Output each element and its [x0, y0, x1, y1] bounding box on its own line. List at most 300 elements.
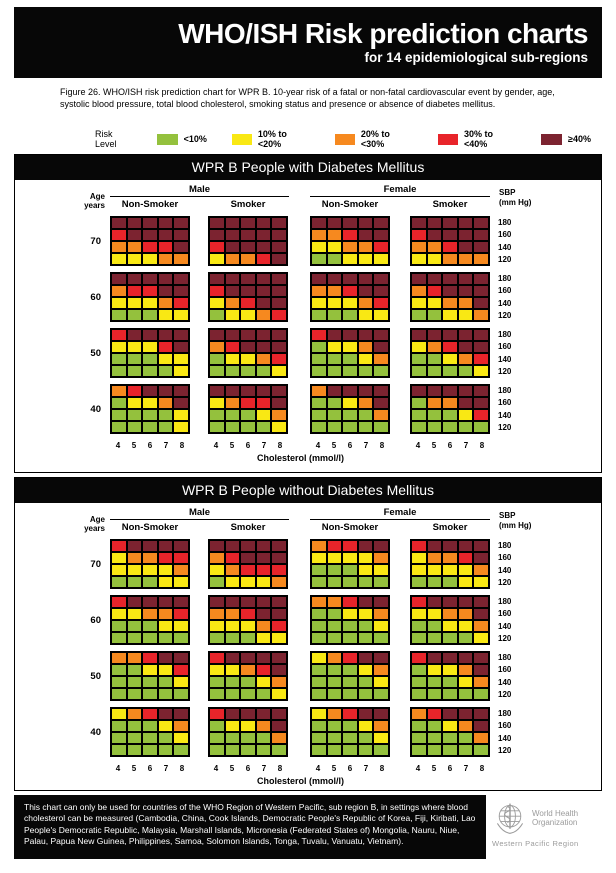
risk-cell: [128, 721, 142, 731]
risk-cell: [474, 218, 488, 228]
risk-cell: [343, 298, 357, 308]
risk-cell: [112, 422, 126, 432]
chol-tick: 5: [431, 441, 437, 450]
risk-cell: [412, 565, 426, 575]
risk-cell: [143, 254, 157, 264]
risk-cell: [343, 218, 357, 228]
risk-cell: [143, 274, 157, 284]
risk-cell: [312, 310, 326, 320]
risk-cell: [174, 745, 188, 755]
risk-cell: [428, 354, 442, 364]
risk-cell: [226, 398, 240, 408]
risk-cell: [241, 665, 255, 675]
risk-cell: [459, 553, 473, 563]
risk-cell: [343, 621, 357, 631]
risk-cell: [459, 689, 473, 699]
risk-cell: [159, 310, 173, 320]
who-region-label: Western Pacific Region: [492, 839, 579, 848]
risk-cell: [459, 422, 473, 432]
sbp-tick-labels: [498, 651, 511, 701]
risk-cell: [328, 410, 342, 420]
risk-cell: [412, 733, 426, 743]
risk-cell: [328, 398, 342, 408]
risk-cell: [226, 218, 240, 228]
risk-cell: [459, 310, 473, 320]
risk-cell: [428, 709, 442, 719]
risk-cell: [272, 653, 286, 663]
risk-grid-60-male-smoker: [208, 272, 288, 322]
sbp-axis-label: [491, 184, 547, 216]
risk-cell: [374, 330, 388, 340]
risk-cell: [159, 597, 173, 607]
legend-label: 10% to <20%: [257, 129, 287, 149]
age-axis-label: [15, 184, 110, 216]
risk-cell: [374, 230, 388, 240]
risk-cell: [343, 274, 357, 284]
risk-cell: [359, 410, 373, 420]
sbp-tick: 180: [498, 597, 512, 606]
risk-cell: [174, 354, 188, 364]
risk-cell: [428, 541, 442, 551]
risk-cell: [241, 410, 255, 420]
smoking-header: Non-Smoker: [321, 199, 379, 210]
risk-cell: [272, 621, 286, 631]
risk-cell: [174, 286, 188, 296]
risk-cell: [143, 386, 157, 396]
chol-tick: 6: [245, 441, 251, 450]
risk-cell: [343, 677, 357, 687]
risk-cell: [174, 422, 188, 432]
chol-tick: 7: [463, 441, 469, 450]
sbp-tick: 160: [498, 665, 512, 675]
risk-cell: [443, 354, 457, 364]
chart-header: [15, 184, 601, 216]
risk-cell: [343, 254, 357, 264]
risk-cell: [343, 609, 357, 619]
risk-cell: [459, 254, 473, 264]
risk-cell: [210, 254, 224, 264]
sbp-tick: 180: [498, 653, 512, 662]
risk-cell: [257, 633, 271, 643]
risk-grid-60-female-nonsmoker: [310, 272, 390, 322]
sbp-tick: 140: [498, 298, 512, 308]
chol-tick: 5: [229, 441, 235, 450]
sbp-tick: 160: [498, 721, 512, 731]
risk-cell: [343, 366, 357, 376]
sbp-axis-line1: SBP: [499, 511, 516, 520]
risk-cell: [359, 553, 373, 563]
risk-cell: [343, 565, 357, 575]
risk-cell: [343, 398, 357, 408]
age-row-50: [15, 328, 601, 378]
risk-cell: [257, 609, 271, 619]
risk-cell: [328, 274, 342, 284]
risk-cell: [374, 577, 388, 587]
risk-cell: [226, 609, 240, 619]
age-row-70: [15, 216, 601, 266]
risk-cell: [328, 422, 342, 432]
risk-cell: [374, 677, 388, 687]
chol-tick: 8: [479, 764, 485, 773]
risk-cell: [112, 398, 126, 408]
risk-cell: [412, 665, 426, 675]
male-header: Male: [110, 184, 289, 197]
risk-cell: [241, 218, 255, 228]
sbp-tick: 120: [498, 254, 512, 264]
usage-note: This chart can only be used for countries of the WHO Region of Western Pacific, sub region B, in settings where blood cholesterol can be measured (Cambodia, China, Cook Islands, Democratic People's Republic of Korea, Fiji, Kiribati, Lao People's Democratic Republic, Malaysia, Marshall Islands, Micronesia (Federated States of) Mongolia, Nauru, Niue, Palau, Papua New Guinea, Philippines, Samoa, Solomon Islands, Tonga, Tuvalu, Vanuatu, Vietnam).: [14, 795, 486, 859]
risk-cell: [210, 577, 224, 587]
risk-cell: [226, 597, 240, 607]
risk-cell: [143, 286, 157, 296]
chol-tick: 4: [213, 441, 219, 450]
sbp-tick: 120: [498, 310, 512, 320]
risk-cell: [312, 330, 326, 340]
risk-cell: [474, 242, 488, 252]
risk-cell: [143, 597, 157, 607]
risk-cell: [312, 274, 326, 284]
risk-cell: [257, 386, 271, 396]
sbp-axis-label: [491, 507, 547, 539]
risk-cell: [374, 354, 388, 364]
risk-cell: [257, 721, 271, 731]
legend-swatch-green: [157, 134, 178, 145]
risk-cell: [210, 721, 224, 731]
risk-cell: [359, 218, 373, 228]
group-header-area: [110, 507, 491, 539]
smoking-header: Smoker: [432, 199, 468, 210]
risk-cell: [210, 609, 224, 619]
cholesterol-axis-label: Cholesterol (mmol/l): [256, 453, 344, 463]
risk-cell: [359, 565, 373, 575]
risk-cell: [241, 342, 255, 352]
risk-cell: [210, 242, 224, 252]
risk-cell: [128, 553, 142, 563]
risk-cell: [128, 597, 142, 607]
tick-panel: [310, 763, 390, 774]
risk-cell: [412, 621, 426, 631]
risk-cell: [343, 242, 357, 252]
risk-cell: [241, 354, 255, 364]
risk-cell: [257, 242, 271, 252]
risk-cell: [159, 230, 173, 240]
age-label: 60: [90, 614, 101, 626]
risk-grid-60-female-smoker: [410, 595, 490, 645]
risk-cell: [272, 422, 286, 432]
sbp-tick: 160: [498, 609, 512, 619]
risk-cell: [112, 745, 126, 755]
risk-cell: [328, 541, 342, 551]
risk-cell: [128, 733, 142, 743]
cholesterol-ticks: [15, 440, 601, 451]
risk-cell: [312, 254, 326, 264]
risk-cell: [112, 218, 126, 228]
risk-cell: [159, 745, 173, 755]
page-subtitle: for 14 epidemiological sub-regions: [364, 50, 588, 66]
risk-cell: [428, 721, 442, 731]
risk-cell: [459, 398, 473, 408]
risk-cell: [257, 677, 271, 687]
sbp-tick: 160: [498, 553, 512, 563]
risk-grid-40-female-nonsmoker: [310, 707, 390, 757]
risk-cell: [474, 597, 488, 607]
risk-cell: [428, 677, 442, 687]
risk-cell: [210, 709, 224, 719]
risk-cell: [459, 565, 473, 575]
risk-cell: [474, 386, 488, 396]
legend-item-mid: [232, 129, 310, 149]
sbp-tick: 140: [498, 354, 512, 364]
legend-swatch-red: [438, 134, 458, 145]
chol-tick: 4: [115, 441, 121, 450]
risk-cell: [159, 677, 173, 687]
risk-grid-40-female-nonsmoker: [310, 384, 390, 434]
risk-cell: [257, 330, 271, 340]
risk-cell: [143, 242, 157, 252]
risk-cell: [174, 677, 188, 687]
risk-cell: [128, 310, 142, 320]
risk-cell: [128, 354, 142, 364]
risk-cell: [428, 398, 442, 408]
risk-cell: [359, 665, 373, 675]
age-row-40: [15, 384, 601, 434]
risk-grid-50-female-nonsmoker: [310, 328, 390, 378]
risk-cell: [112, 597, 126, 607]
sbp-tick: 160: [498, 398, 512, 408]
risk-cell: [459, 653, 473, 663]
risk-cell: [374, 398, 388, 408]
risk-cell: [272, 609, 286, 619]
risk-cell: [226, 565, 240, 575]
risk-cell: [143, 230, 157, 240]
risk-cell: [359, 633, 373, 643]
risk-grid-70-male-nonsmoker: [110, 216, 190, 266]
risk-cell: [474, 330, 488, 340]
risk-cell: [272, 310, 286, 320]
risk-cell: [241, 609, 255, 619]
risk-cell: [359, 242, 373, 252]
risk-cell: [143, 665, 157, 675]
risk-cell: [459, 218, 473, 228]
risk-cell: [159, 254, 173, 264]
risk-cell: [210, 665, 224, 675]
risk-cell: [374, 410, 388, 420]
risk-cell: [272, 745, 286, 755]
risk-cell: [359, 721, 373, 731]
risk-cell: [459, 709, 473, 719]
risk-cell: [428, 218, 442, 228]
chol-tick: 7: [261, 441, 267, 450]
risk-cell: [210, 354, 224, 364]
risk-cell: [428, 633, 442, 643]
risk-cell: [174, 709, 188, 719]
risk-cell: [328, 577, 342, 587]
risk-cell: [241, 565, 255, 575]
risk-cell: [374, 553, 388, 563]
risk-cell: [312, 597, 326, 607]
risk-cell: [159, 410, 173, 420]
chol-tick: 6: [447, 764, 453, 773]
chol-tick: 6: [147, 441, 153, 450]
risk-cell: [210, 553, 224, 563]
risk-cell: [474, 621, 488, 631]
risk-cell: [272, 553, 286, 563]
risk-cell: [226, 298, 240, 308]
risk-cell: [257, 597, 271, 607]
risk-cell: [159, 354, 173, 364]
risk-cell: [359, 709, 373, 719]
risk-cell: [226, 342, 240, 352]
risk-cell: [328, 254, 342, 264]
risk-cell: [343, 230, 357, 240]
figure-caption: Figure 26. WHO/ISH risk prediction chart for WPR B. 10-year risk of a fatal or non-fatal cardiovascular event by gender, age, systolic blood pressure, total blood cholesterol, smoking status and presence or absence of diabetes mellitus.: [60, 87, 555, 109]
sbp-tick: 180: [498, 218, 512, 227]
risk-cell: [143, 677, 157, 687]
risk-cell: [159, 541, 173, 551]
risk-cell: [359, 230, 373, 240]
risk-cell: [343, 553, 357, 563]
risk-cell: [143, 577, 157, 587]
risk-cell: [241, 597, 255, 607]
risk-cell: [210, 677, 224, 687]
tick-panel: [410, 440, 490, 451]
risk-cell: [343, 665, 357, 675]
risk-cell: [412, 274, 426, 284]
risk-cell: [359, 653, 373, 663]
risk-cell: [174, 330, 188, 340]
risk-cell: [328, 597, 342, 607]
risk-cell: [374, 274, 388, 284]
risk-cell: [374, 733, 388, 743]
risk-cell: [312, 342, 326, 352]
risk-cell: [443, 366, 457, 376]
legend-label: 20% to <30%: [360, 129, 390, 149]
risk-cell: [210, 621, 224, 631]
risk-cell: [443, 709, 457, 719]
risk-cell: [257, 733, 271, 743]
risk-cell: [174, 565, 188, 575]
risk-cell: [272, 330, 286, 340]
risk-cell: [226, 721, 240, 731]
risk-cell: [174, 310, 188, 320]
risk-cell: [128, 230, 142, 240]
risk-cell: [159, 386, 173, 396]
sbp-tick: 140: [498, 733, 512, 743]
risk-cell: [328, 565, 342, 575]
risk-cell: [459, 354, 473, 364]
risk-cell: [328, 286, 342, 296]
risk-cell: [210, 633, 224, 643]
risk-cell: [474, 366, 488, 376]
risk-cell: [257, 366, 271, 376]
risk-cell: [128, 242, 142, 252]
risk-cell: [428, 310, 442, 320]
sbp-tick: 120: [498, 366, 512, 376]
risk-cell: [328, 653, 342, 663]
risk-cell: [343, 597, 357, 607]
risk-cell: [257, 745, 271, 755]
risk-cell: [428, 386, 442, 396]
risk-cell: [459, 597, 473, 607]
risk-cell: [226, 254, 240, 264]
sbp-axis-line2: (mm Hg): [499, 520, 532, 530]
risk-cell: [210, 565, 224, 575]
sbp-tick: 160: [498, 342, 512, 352]
risk-cell: [226, 689, 240, 699]
risk-cell: [459, 541, 473, 551]
risk-cell: [343, 310, 357, 320]
age-row-50: [15, 651, 601, 701]
risk-cell: [159, 298, 173, 308]
risk-cell: [143, 565, 157, 575]
smoking-header: Smoker: [432, 522, 468, 533]
risk-cell: [159, 342, 173, 352]
chol-tick: 4: [115, 764, 121, 773]
risk-cell: [143, 354, 157, 364]
risk-cell: [312, 665, 326, 675]
risk-cell: [359, 541, 373, 551]
risk-cell: [343, 330, 357, 340]
sbp-tick: 120: [498, 422, 512, 432]
risk-cell: [412, 310, 426, 320]
risk-cell: [257, 577, 271, 587]
risk-cell: [210, 218, 224, 228]
risk-cell: [428, 410, 442, 420]
risk-cell: [459, 342, 473, 352]
risk-cell: [428, 254, 442, 264]
age-axis-line2: years: [84, 201, 105, 211]
risk-cell: [343, 633, 357, 643]
age-label: 50: [90, 670, 101, 682]
risk-cell: [312, 286, 326, 296]
risk-cell: [112, 665, 126, 675]
risk-cell: [112, 541, 126, 551]
risk-cell: [174, 609, 188, 619]
risk-cell: [412, 298, 426, 308]
risk-cell: [174, 274, 188, 284]
risk-grid-60-male-nonsmoker: [110, 595, 190, 645]
risk-cell: [343, 286, 357, 296]
risk-cell: [272, 597, 286, 607]
chol-tick: 7: [163, 764, 169, 773]
risk-cell: [226, 274, 240, 284]
legend-swatch-yellow: [232, 134, 252, 145]
risk-grid-60-female-nonsmoker: [310, 595, 390, 645]
risk-cell: [328, 633, 342, 643]
sbp-tick: 180: [498, 274, 512, 283]
risk-cell: [272, 733, 286, 743]
risk-cell: [374, 621, 388, 631]
risk-cell: [257, 410, 271, 420]
risk-cell: [474, 689, 488, 699]
risk-cell: [359, 366, 373, 376]
risk-cell: [128, 330, 142, 340]
sbp-tick-labels: [498, 595, 511, 645]
chart-body: [15, 503, 601, 786]
risk-cell: [112, 286, 126, 296]
risk-cell: [257, 541, 271, 551]
risk-cell: [312, 398, 326, 408]
sbp-tick: 120: [498, 689, 512, 699]
risk-cell: [257, 310, 271, 320]
risk-cell: [343, 410, 357, 420]
risk-cell: [241, 633, 255, 643]
risk-cell: [474, 354, 488, 364]
risk-cell: [128, 342, 142, 352]
chol-tick: 5: [131, 764, 137, 773]
risk-cell: [412, 354, 426, 364]
risk-cell: [112, 709, 126, 719]
risk-cell: [174, 621, 188, 631]
